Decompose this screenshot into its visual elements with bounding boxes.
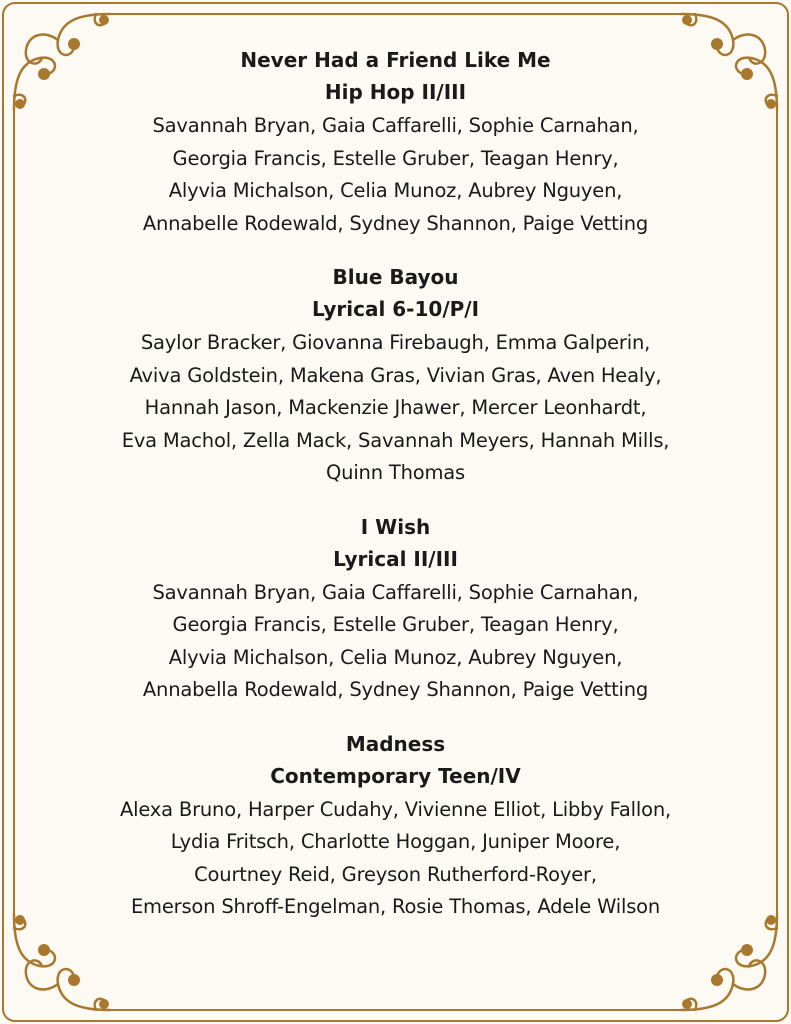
section-blue-bayou — [40, 261, 751, 490]
section-title: Madness — [345, 731, 446, 756]
program-content — [40, 44, 751, 945]
section-i-wish — [40, 511, 751, 707]
cast-list — [40, 110, 751, 240]
cast-line: Hannah Jason, Mackenzie Jhawer, Mercer Leonhardt, — [144, 396, 647, 419]
cast-line: Alyvia Michalson, Celia Munoz, Aubrey Nguyen, — [168, 179, 623, 202]
section-title: I Wish — [360, 514, 431, 539]
cast-line: Annabelle Rodewald, Sydney Shannon, Paige Vetting — [142, 211, 649, 235]
cast-list — [40, 577, 751, 707]
cast-line: Georgia Francis, Estelle Gruber, Teagan Henry, — [172, 146, 619, 170]
section-madness — [40, 728, 751, 924]
cast-line: Aviva Goldstein, Makena Gras, Vivian Gras, Aven Healy, — [129, 363, 662, 387]
cast-line: Lydia Fritsch, Charlotte Hoggan, Juniper Moore, — [170, 830, 621, 853]
cast-line: Courtney Reid, Greyson Rutherford-Royer, — [194, 862, 597, 886]
cast-line: Alyvia Michalson, Celia Munoz, Aubrey Nguyen, — [168, 645, 623, 669]
cast-line: Saylor Bracker, Giovanna Firebaugh, Emma Galperin, — [140, 331, 651, 354]
section-subtitle: Hip Hop II/III — [324, 80, 467, 104]
section-title: Never Had a Friend Like Me — [240, 48, 551, 72]
cast-line: Emerson Shroff-Engelman, Rosie Thomas, Adele Wilson — [130, 895, 661, 918]
section-subtitle: Lyrical II/III — [333, 546, 458, 571]
cast-list — [40, 794, 751, 924]
cast-line: Alexa Bruno, Harper Cudahy, Vivienne Elliot, Libby Fallon, — [120, 797, 671, 821]
section-subtitle: Contemporary Teen/IV — [270, 763, 521, 788]
section-never-had-a-friend — [40, 44, 751, 240]
cast-line: Eva Machol, Zella Mack, Savannah Meyers, Hannah Mills, — [121, 428, 670, 452]
cast-line: Georgia Francis, Estelle Gruber, Teagan Henry, — [172, 613, 619, 636]
cast-line: Quinn Thomas — [326, 461, 465, 484]
cast-line: Annabella Rodewald, Sydney Shannon, Paige Vetting — [142, 678, 649, 701]
cast-line: Savannah Bryan, Gaia Caffarelli, Sophie Carnahan, — [152, 114, 639, 137]
section-subtitle: Lyrical 6-10/P/I — [311, 297, 480, 321]
cast-list — [40, 327, 751, 490]
section-title: Blue Bayou — [332, 265, 459, 289]
cast-line: Savannah Bryan, Gaia Caffarelli, Sophie Carnahan, — [152, 580, 639, 604]
